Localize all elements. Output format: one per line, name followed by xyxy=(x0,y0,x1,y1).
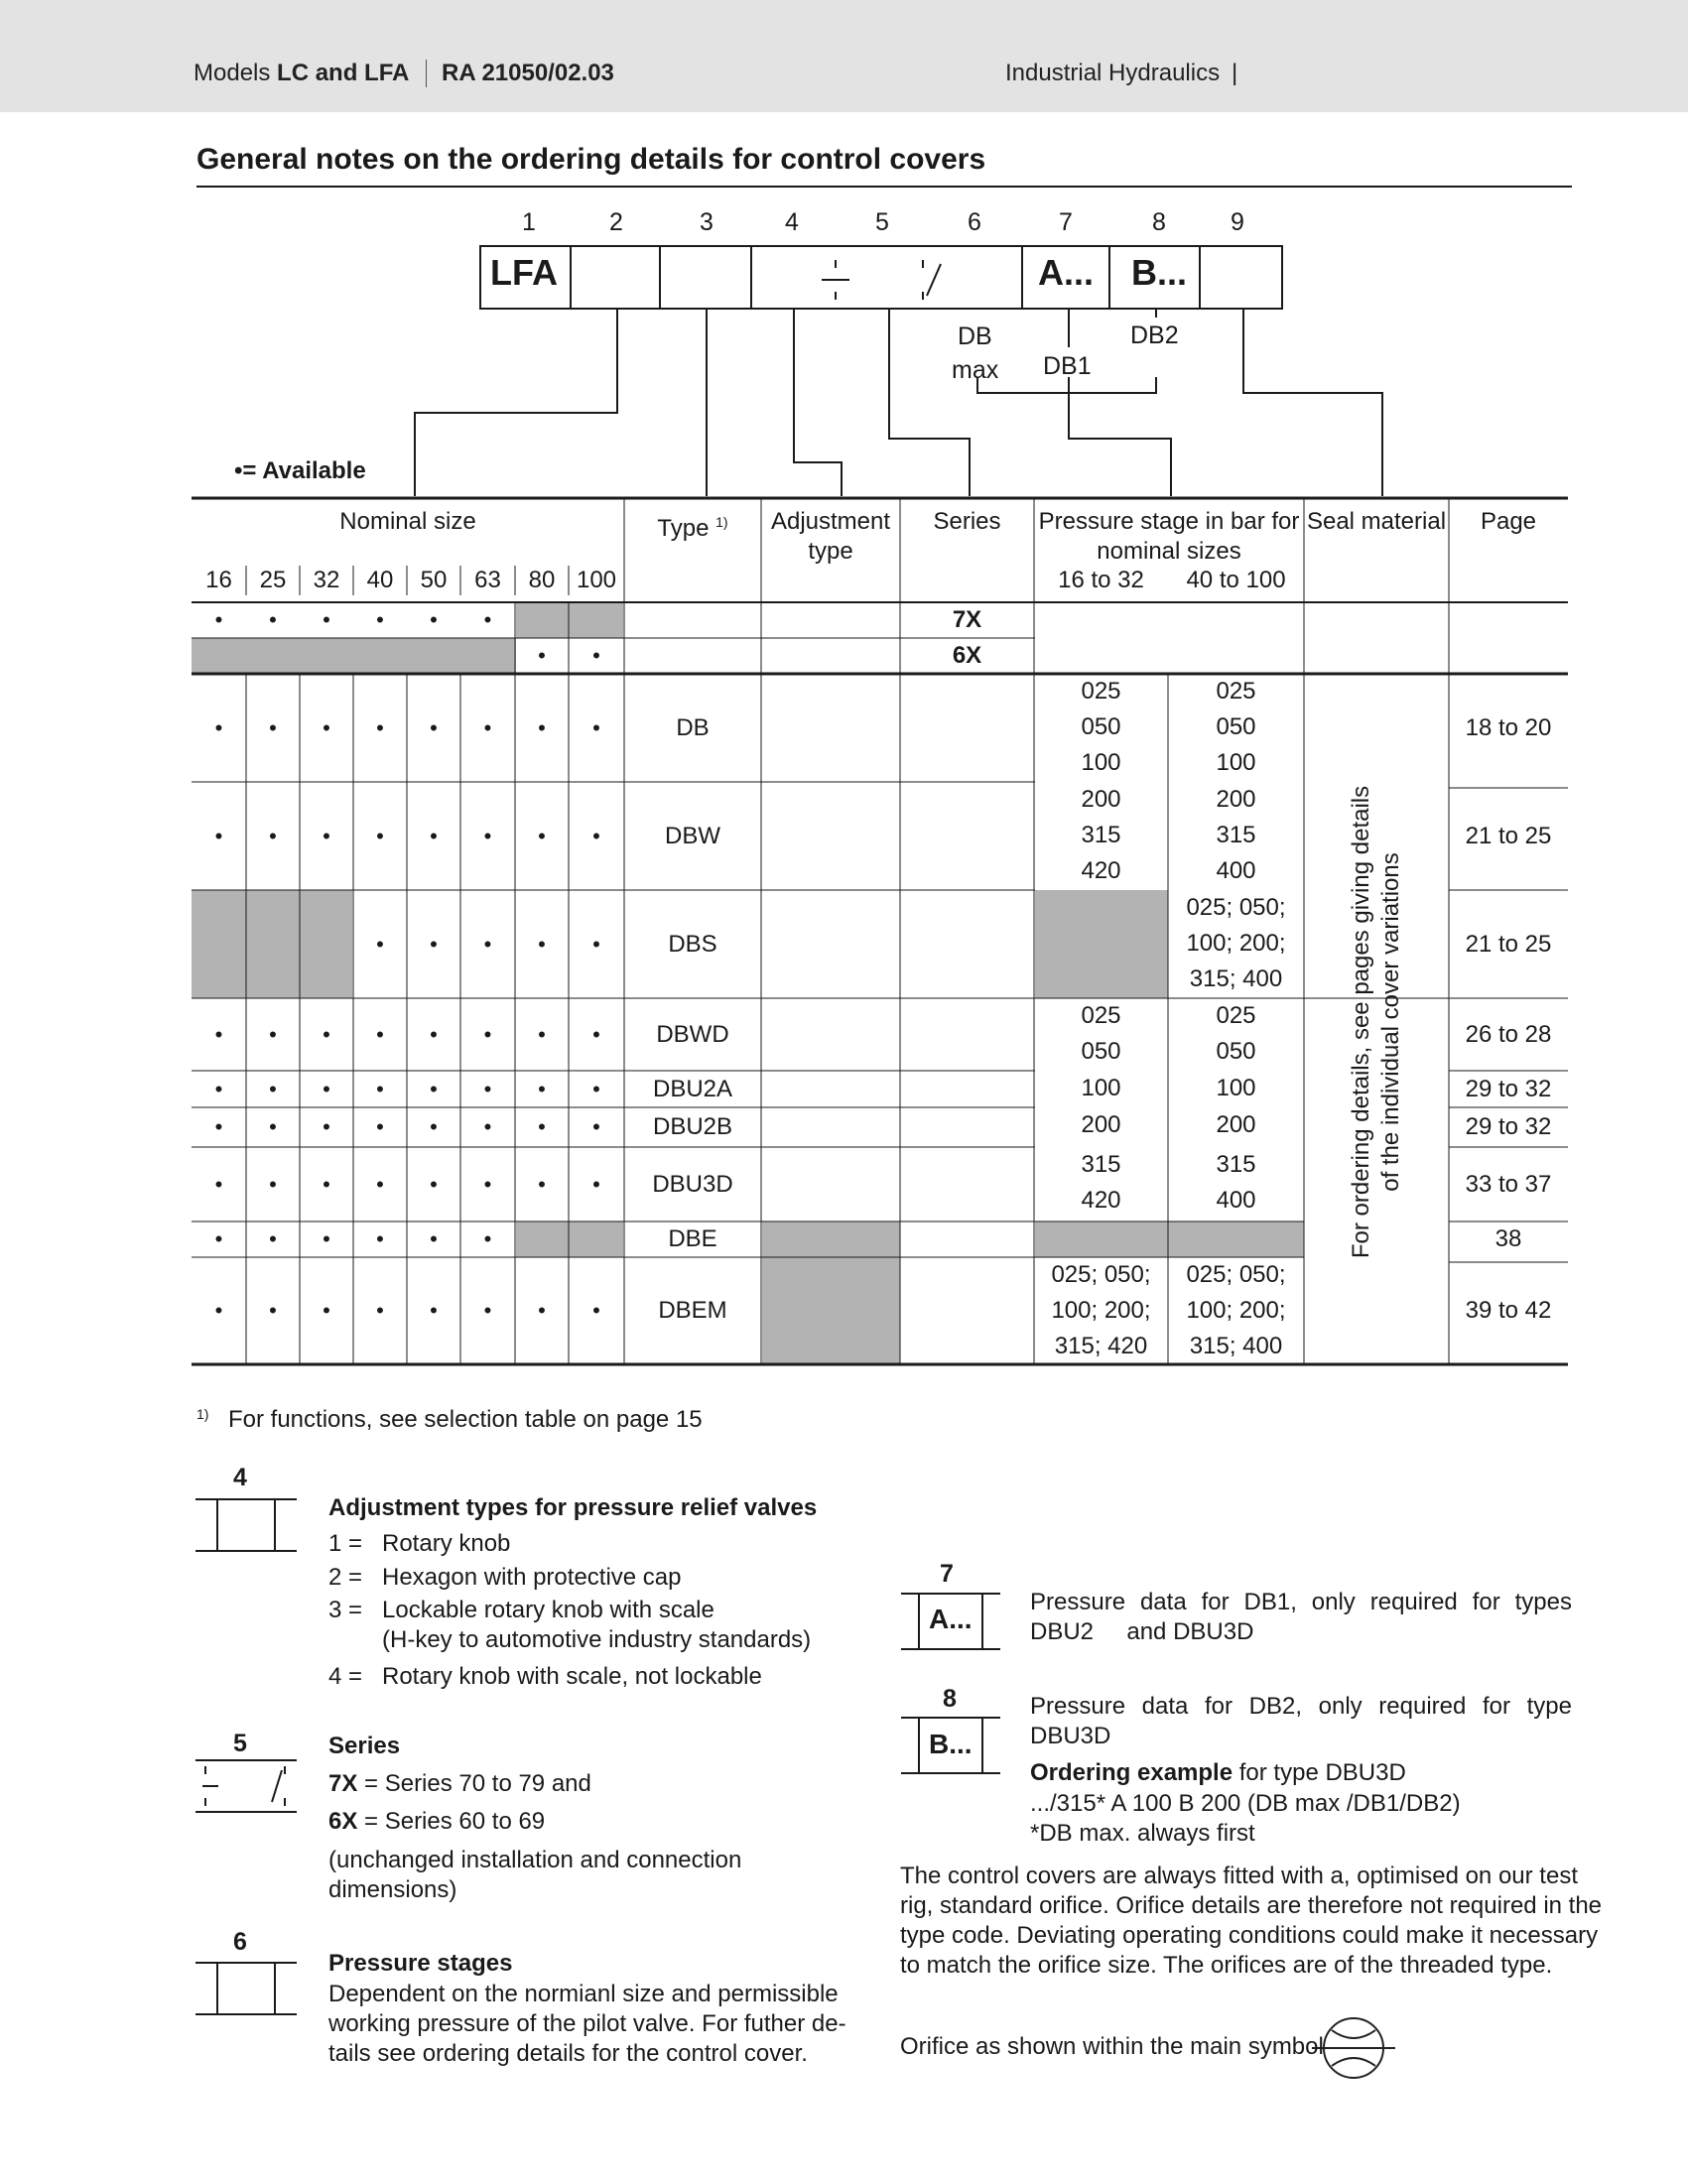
availability-dot: • xyxy=(430,932,438,957)
pressure-value-small: 420 xyxy=(1081,857,1121,884)
size-header: 32 xyxy=(313,567,340,593)
size-header: 100 xyxy=(576,567,617,593)
availability-dot: • xyxy=(483,1114,492,1139)
header-series: Series xyxy=(933,508,1001,535)
availability-dot: • xyxy=(269,1022,277,1047)
availability-dot: • xyxy=(538,1172,546,1197)
series-7x: 7X xyxy=(952,606,982,633)
pressure-value-small: 315 xyxy=(1081,1151,1121,1178)
pressure-value-large: 400 xyxy=(1216,857,1256,884)
page-ref: 33 to 37 xyxy=(1465,1171,1552,1198)
pressure-value-large: 400 xyxy=(1216,1187,1256,1214)
type-name: DB xyxy=(676,714,710,741)
page-ref: 18 to 20 xyxy=(1465,714,1552,741)
orifice-text: to match the orifice size. The orifices are of the threaded type. xyxy=(900,1952,1553,1979)
pressure-value-small: 050 xyxy=(1081,1038,1121,1065)
availability-dot: • xyxy=(214,1022,223,1047)
pressure-value-large: 025; 050; xyxy=(1186,894,1286,921)
availability-dot: • xyxy=(323,1298,330,1323)
availability-dot: • xyxy=(269,1298,277,1323)
page-ref: 21 to 25 xyxy=(1465,823,1552,849)
callout-max: max xyxy=(952,356,999,384)
pressure-value-small: 025 xyxy=(1081,678,1121,705)
header-seal-material: Seal material xyxy=(1306,508,1447,535)
pressure-value-large: 315; 400 xyxy=(1189,1333,1283,1359)
header-range-large: 40 to 100 xyxy=(1186,567,1286,593)
availability-dot: • xyxy=(483,1226,492,1251)
pressure-value-small: 100 xyxy=(1081,749,1121,776)
availability-dot: • xyxy=(269,715,277,740)
type-name: DBW xyxy=(665,823,720,849)
availability-dot: • xyxy=(538,1114,546,1139)
legend-num-4: 4 xyxy=(233,1464,247,1491)
size-header: 50 xyxy=(420,567,448,593)
availability-dot: • xyxy=(376,1226,384,1251)
position-number: 8 xyxy=(1152,208,1166,236)
code-box-a: A... xyxy=(1038,252,1095,293)
availability-dot: • xyxy=(592,1298,600,1323)
availability-dot: • xyxy=(323,824,330,848)
pressure-value-small: 050 xyxy=(1081,713,1121,740)
availability-dot: • xyxy=(269,1114,277,1139)
position-number: 4 xyxy=(785,208,799,236)
availability-dot: • xyxy=(592,715,600,740)
pressure-value-large: 050 xyxy=(1216,713,1256,740)
ordering-example-code: .../315* A 100 B 200 (DB max /DB1/DB2) xyxy=(1030,1790,1461,1817)
page-ref: 38 xyxy=(1494,1225,1522,1252)
db1-text: DBU2 and DBU3D xyxy=(1030,1618,1254,1645)
availability-dot: • xyxy=(430,1114,438,1139)
availability-dot: • xyxy=(214,1077,223,1101)
series-note: (unchanged installation and connection xyxy=(328,1847,742,1873)
availability-dot: • xyxy=(430,715,438,740)
availability-dot: • xyxy=(376,1114,384,1139)
seal-note-line: For ordering details, see pages giving details xyxy=(1348,785,1374,1259)
availability-dot: • xyxy=(376,1298,384,1323)
position-number: 1 xyxy=(522,208,536,236)
availability-dot: • xyxy=(376,1077,384,1101)
size-header: 40 xyxy=(366,567,394,593)
adjustment-text: (H-key to automotive industry standards) xyxy=(382,1626,812,1653)
pressure-value-small: 315 xyxy=(1081,822,1121,848)
availability-dot: • xyxy=(430,1022,438,1047)
pressure-value-large: 100; 200; xyxy=(1186,930,1286,957)
availability-dot: • xyxy=(592,1022,600,1047)
pressure-stage-text: Dependent on the normianl size and permissible xyxy=(328,1981,839,2007)
availability-dot: • xyxy=(592,932,600,957)
availability-dot: • xyxy=(483,1172,492,1197)
header-page: Page xyxy=(1480,508,1537,535)
callout-db2: DB2 xyxy=(1130,321,1179,349)
availability-dot: • xyxy=(430,607,438,632)
availability-dot: • xyxy=(269,824,277,848)
legend-num-5: 5 xyxy=(233,1730,247,1757)
legend-num-7: 7 xyxy=(940,1560,954,1588)
type-name: DBE xyxy=(668,1225,717,1252)
availability-dot: • xyxy=(430,1077,438,1101)
header-range-small: 16 to 32 xyxy=(1058,567,1144,593)
legend-4-heading: Adjustment types for pressure relief valves xyxy=(328,1494,818,1521)
series-line-6x: 6X = Series 60 to 69 xyxy=(328,1808,546,1835)
availability-dot: • xyxy=(269,1226,277,1251)
pressure-value-large: 315 xyxy=(1216,822,1256,848)
availability-dot: • xyxy=(483,824,492,848)
pressure-value-large: 200 xyxy=(1216,786,1256,813)
pressure-value-small: 315; 420 xyxy=(1054,1333,1148,1359)
availability-dot: • xyxy=(376,932,384,957)
availability-dot: • xyxy=(592,1172,600,1197)
legend-num-8: 8 xyxy=(943,1685,957,1713)
position-number: 6 xyxy=(968,208,981,236)
availability-dot: • xyxy=(214,1298,223,1323)
availability-dot: • xyxy=(214,1172,223,1197)
position-number: 2 xyxy=(609,208,623,236)
availability-dot: • xyxy=(430,1298,438,1323)
adjustment-text: Lockable rotary knob with scale xyxy=(382,1597,714,1623)
pressure-value-large: 025 xyxy=(1216,678,1256,705)
size-header: 25 xyxy=(259,567,287,593)
page-ref: 39 to 42 xyxy=(1465,1297,1552,1324)
availability-dot: • xyxy=(592,824,600,848)
footnote-text: For functions, see selection table on page 15 xyxy=(228,1406,703,1433)
orifice-text: type code. Deviating operating conditions could make it necessary xyxy=(900,1922,1599,1949)
availability-dot: • xyxy=(323,607,330,632)
pressure-value-small: 100 xyxy=(1081,1075,1121,1101)
availability-dot: • xyxy=(430,824,438,848)
type-name: DBWD xyxy=(656,1021,729,1048)
legend-num-6: 6 xyxy=(233,1928,247,1956)
availability-dot: • xyxy=(538,643,546,668)
availability-dot: • xyxy=(323,715,330,740)
availability-dot: • xyxy=(538,715,546,740)
availability-dot: • xyxy=(592,643,600,668)
availability-dot: • xyxy=(483,715,492,740)
code-box-lfa: LFA xyxy=(490,252,558,293)
adjustment-code: 3 = xyxy=(328,1597,363,1623)
pressure-stage-text: tails see ordering details for the control cover. xyxy=(328,2040,808,2067)
pressure-value-large: 025 xyxy=(1216,1002,1256,1029)
type-name: DBU2A xyxy=(652,1076,733,1102)
adjustment-code: 2 = xyxy=(328,1564,363,1591)
pressure-value-small: 100; 200; xyxy=(1051,1297,1151,1324)
availability-dot: • xyxy=(214,824,223,848)
series-6x: 6X xyxy=(952,642,982,669)
orifice-caption: Orifice as shown within the main symbol xyxy=(900,2033,1324,2060)
header-doc-number: RA 21050/02.03 xyxy=(442,60,614,86)
orifice-text: The control covers are always fitted with a, optimised on our test xyxy=(900,1863,1578,1889)
availability-dot: • xyxy=(483,1077,492,1101)
availability-dot: • xyxy=(483,1022,492,1047)
ordering-example: Ordering example for type DBU3D xyxy=(1030,1759,1406,1786)
availability-dot: • xyxy=(483,932,492,957)
seal-note-line: of the individual cover variations xyxy=(1377,852,1404,1192)
pressure-value-small: 420 xyxy=(1081,1187,1121,1214)
header-nominal-size: Nominal size xyxy=(339,508,476,535)
orifice-text: rig, standard orifice. Orifice details are therefore not required in the xyxy=(900,1892,1603,1919)
availability-dot: • xyxy=(214,607,223,632)
pressure-value-large: 100; 200; xyxy=(1186,1297,1286,1324)
pressure-value-small: 025; 050; xyxy=(1051,1261,1151,1288)
availability-dot: • xyxy=(214,1114,223,1139)
series-line-7x: 7X = Series 70 to 79 and xyxy=(328,1770,591,1797)
pressure-value-small: 200 xyxy=(1081,786,1121,813)
db2-text: Pressure data for DB2, only required for type xyxy=(1030,1693,1572,1720)
availability-dot: • xyxy=(376,824,384,848)
availability-dot: • xyxy=(323,1226,330,1251)
page-ref: 29 to 32 xyxy=(1465,1076,1552,1102)
pressure-stage-text: working pressure of the pilot valve. For futher de- xyxy=(328,2010,846,2037)
legend-5-heading: Series xyxy=(328,1733,401,1759)
callout-db: DB xyxy=(958,322,992,350)
pressure-value-large: 025; 050; xyxy=(1186,1261,1286,1288)
position-number: 3 xyxy=(700,208,714,236)
availability-dot: • xyxy=(592,1077,600,1101)
availability-dot: • xyxy=(376,607,384,632)
availability-dot: • xyxy=(214,1226,223,1251)
adjustment-text: Rotary knob xyxy=(382,1530,511,1557)
code-box-b: B... xyxy=(1131,252,1188,293)
callout-db1: DB1 xyxy=(1043,352,1092,380)
page-title: General notes on the ordering details for control covers xyxy=(196,143,986,176)
availability-dot: • xyxy=(483,1298,492,1323)
legend-box-b: B... xyxy=(929,1729,973,1759)
adjustment-code: 4 = xyxy=(328,1663,363,1690)
page-ref: 21 to 25 xyxy=(1465,931,1552,958)
header-models: Models LC and LFA xyxy=(194,60,410,86)
available-note: •= Available xyxy=(234,457,366,484)
header-adjustment-type: Adjustment type xyxy=(770,508,891,565)
pressure-value-large: 100 xyxy=(1216,1075,1256,1101)
availability-dot: • xyxy=(323,1114,330,1139)
header-section: Industrial Hydraulics xyxy=(1005,60,1221,86)
db1-text: Pressure data for DB1, only required for types xyxy=(1030,1589,1572,1615)
size-header: 80 xyxy=(528,567,556,593)
page-ref: 29 to 32 xyxy=(1465,1113,1552,1140)
availability-dot: • xyxy=(430,1226,438,1251)
availability-dot: • xyxy=(538,1077,546,1101)
type-name: DBU3D xyxy=(652,1171,733,1198)
legend-box-a: A... xyxy=(929,1604,973,1634)
db2-text: DBU3D xyxy=(1030,1723,1111,1749)
adjustment-text: Rotary knob with scale, not lockable xyxy=(382,1663,762,1690)
availability-dot: • xyxy=(323,1022,330,1047)
availability-dot: • xyxy=(376,715,384,740)
position-number: 7 xyxy=(1059,208,1073,236)
availability-dot: • xyxy=(538,824,546,848)
availability-dot: • xyxy=(323,1172,330,1197)
availability-dot: • xyxy=(430,1172,438,1197)
type-name: DBU2B xyxy=(652,1113,733,1140)
page-ref: 26 to 28 xyxy=(1465,1021,1552,1048)
pressure-value-large: 100 xyxy=(1216,749,1256,776)
type-name: DBEM xyxy=(658,1297,727,1324)
footnote-marker: 1) xyxy=(196,1406,209,1422)
availability-dot: • xyxy=(538,1022,546,1047)
availability-dot: • xyxy=(269,1172,277,1197)
availability-dot: • xyxy=(323,1077,330,1101)
position-number: 5 xyxy=(875,208,889,236)
availability-dot: • xyxy=(214,715,223,740)
legend-6-heading: Pressure stages xyxy=(328,1950,513,1977)
ordering-example-note: *DB max. always first xyxy=(1030,1820,1255,1847)
availability-dot: • xyxy=(538,932,546,957)
header-separator: | xyxy=(1232,60,1238,86)
size-header: 16 xyxy=(205,567,232,593)
pressure-value-large: 050 xyxy=(1216,1038,1256,1065)
pressure-value-small: 025 xyxy=(1081,1002,1121,1029)
availability-dot: • xyxy=(538,1298,546,1323)
availability-dot: • xyxy=(269,607,277,632)
availability-dot: • xyxy=(376,1172,384,1197)
adjustment-code: 1 = xyxy=(328,1530,363,1557)
pressure-value-large: 315; 400 xyxy=(1189,965,1283,992)
pressure-value-small: 200 xyxy=(1081,1111,1121,1138)
type-name: DBS xyxy=(668,931,717,958)
size-header: 63 xyxy=(474,567,501,593)
header-type: Type $^{1)}$ xyxy=(657,514,728,542)
series-note: dimensions) xyxy=(328,1876,457,1903)
adjustment-text: Hexagon with protective cap xyxy=(382,1564,682,1591)
pressure-value-large: 315 xyxy=(1216,1151,1256,1178)
position-number: 9 xyxy=(1231,208,1244,236)
availability-dot: • xyxy=(269,1077,277,1101)
availability-dot: • xyxy=(483,607,492,632)
pressure-value-large: 200 xyxy=(1216,1111,1256,1138)
availability-dot: • xyxy=(376,1022,384,1047)
header-pressure-stage: Pressure stage in bar for nominal sizes xyxy=(1038,508,1300,565)
availability-dot: • xyxy=(592,1114,600,1139)
